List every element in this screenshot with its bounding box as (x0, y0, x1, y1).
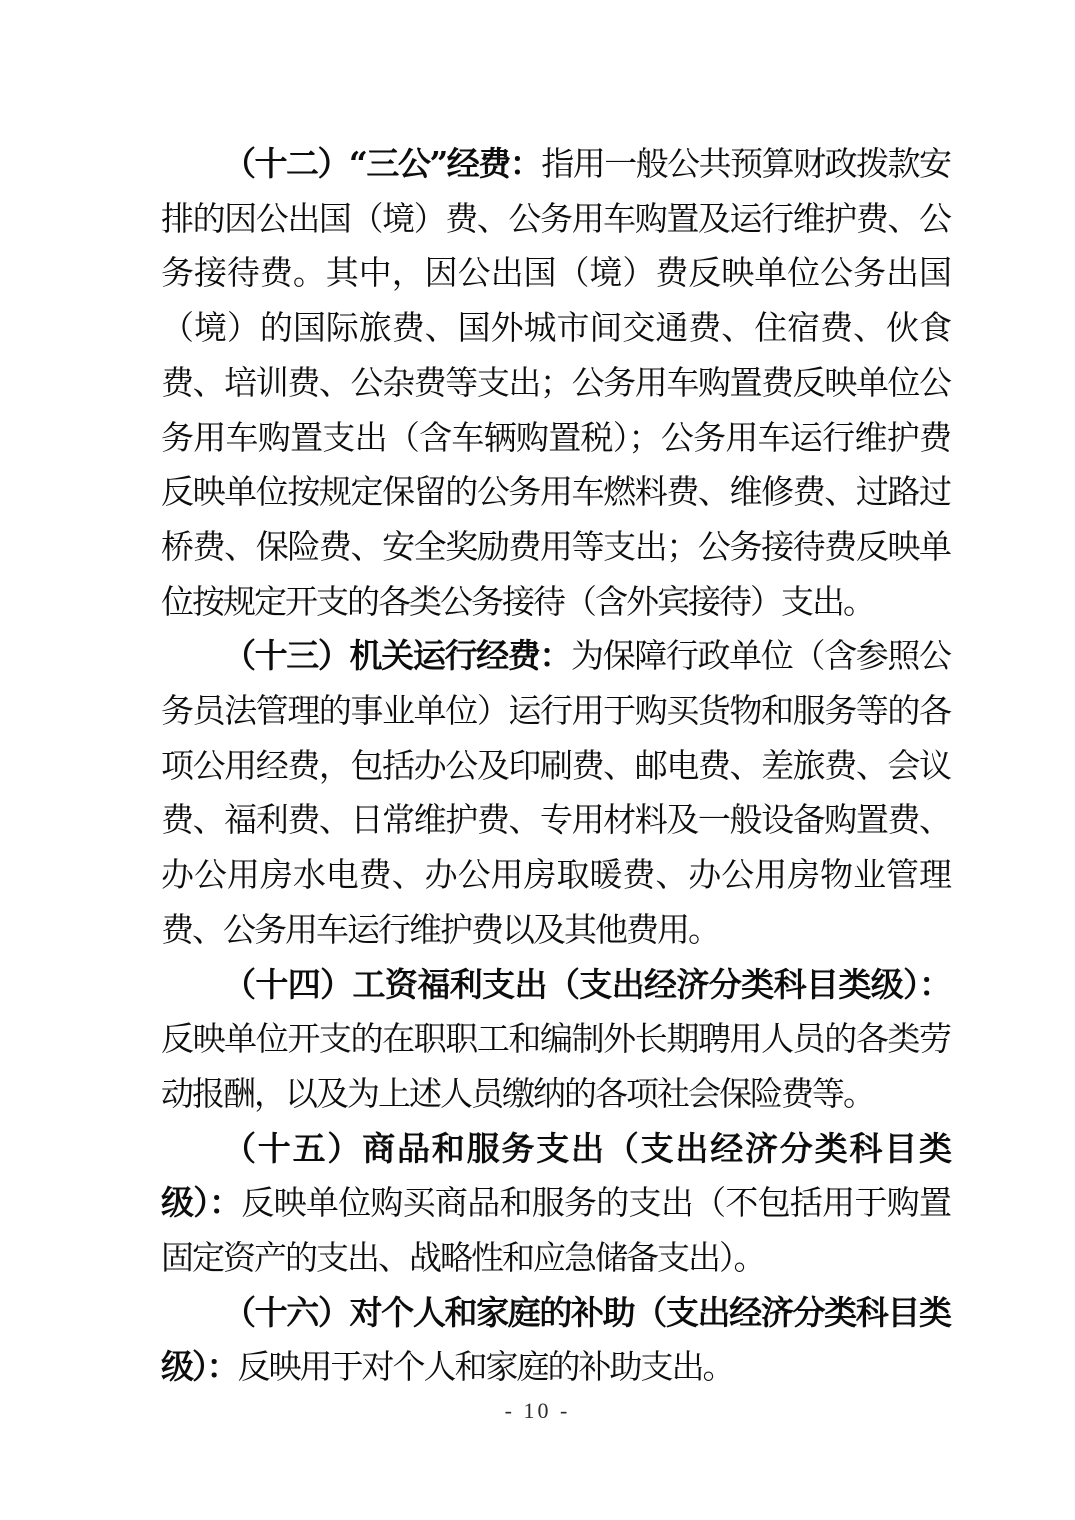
paragraph-heading: （十三）机关运行经费： (223, 636, 571, 676)
paragraph-heading: （十四）工资福利支出（支出经济分类科目类级）： (223, 964, 950, 1004)
paragraph-item-14 (161, 958, 950, 1122)
paragraph-text: 反映单位开支的在职职工和编制外长期聘用人员的各类劳动报酬，以及为上述人员缴纳的各项社会保险费等。 (161, 1019, 950, 1113)
paragraph-text: 指用一般公共预算财政拨款安排的因公出国（境）费、公务用车购置及运行维护费、公务接待费。其中，因公出国（境）费反映单位公务出国（境）的国际旅费、国外城市间交通费、住宿费、伙食费、培训费、公杂费等支出；公务用车购置费反映单位公务用车购置支出（含车辆购置税）；公务用车运行维护费反映单位按规定保留的公务用车燃料费、维修费、过路过桥费、保险费、安全奖励费用等支出；公务接待费反映单位按规定开支的各类公务接待（含外宾接待）支出。 (161, 144, 951, 621)
paragraph-text: 反映用于对个人和家庭的补助支出。 (237, 1347, 734, 1387)
paragraph-item-16 (161, 1286, 950, 1395)
paragraph-heading: （十六）对个人和家庭的补助（支出经济分类科目类级）： (161, 1292, 950, 1387)
paragraph-heading: （十二）“三公”经费： (223, 144, 542, 183)
paragraph-heading: （十五）商品和服务支出（支出经济分类科目类级）： (161, 1128, 950, 1223)
paragraph-item-12 (161, 137, 950, 629)
page-number: - 10 - (504, 1398, 571, 1423)
paragraph-text: 反映单位购买商品和服务的支出（不包括用于购置固定资产的支出、战略性和应急储备支出）。 (161, 1183, 950, 1278)
paragraph-item-13 (161, 629, 950, 957)
paragraph-text: 为保障行政单位（含参照公务员法管理的事业单位）运行用于购买货物和服务等的各项公用经费，包括办公及印刷费、邮电费、差旅费、会议费、福利费、日常维护费、专用材料及一般设备购置费、办公用房水电费、办公用房取暖费、办公用房物业管理费、公务用车运行维护费以及其他费用。 (161, 636, 951, 949)
document-body (161, 137, 950, 1395)
paragraph-item-15 (161, 1122, 950, 1286)
